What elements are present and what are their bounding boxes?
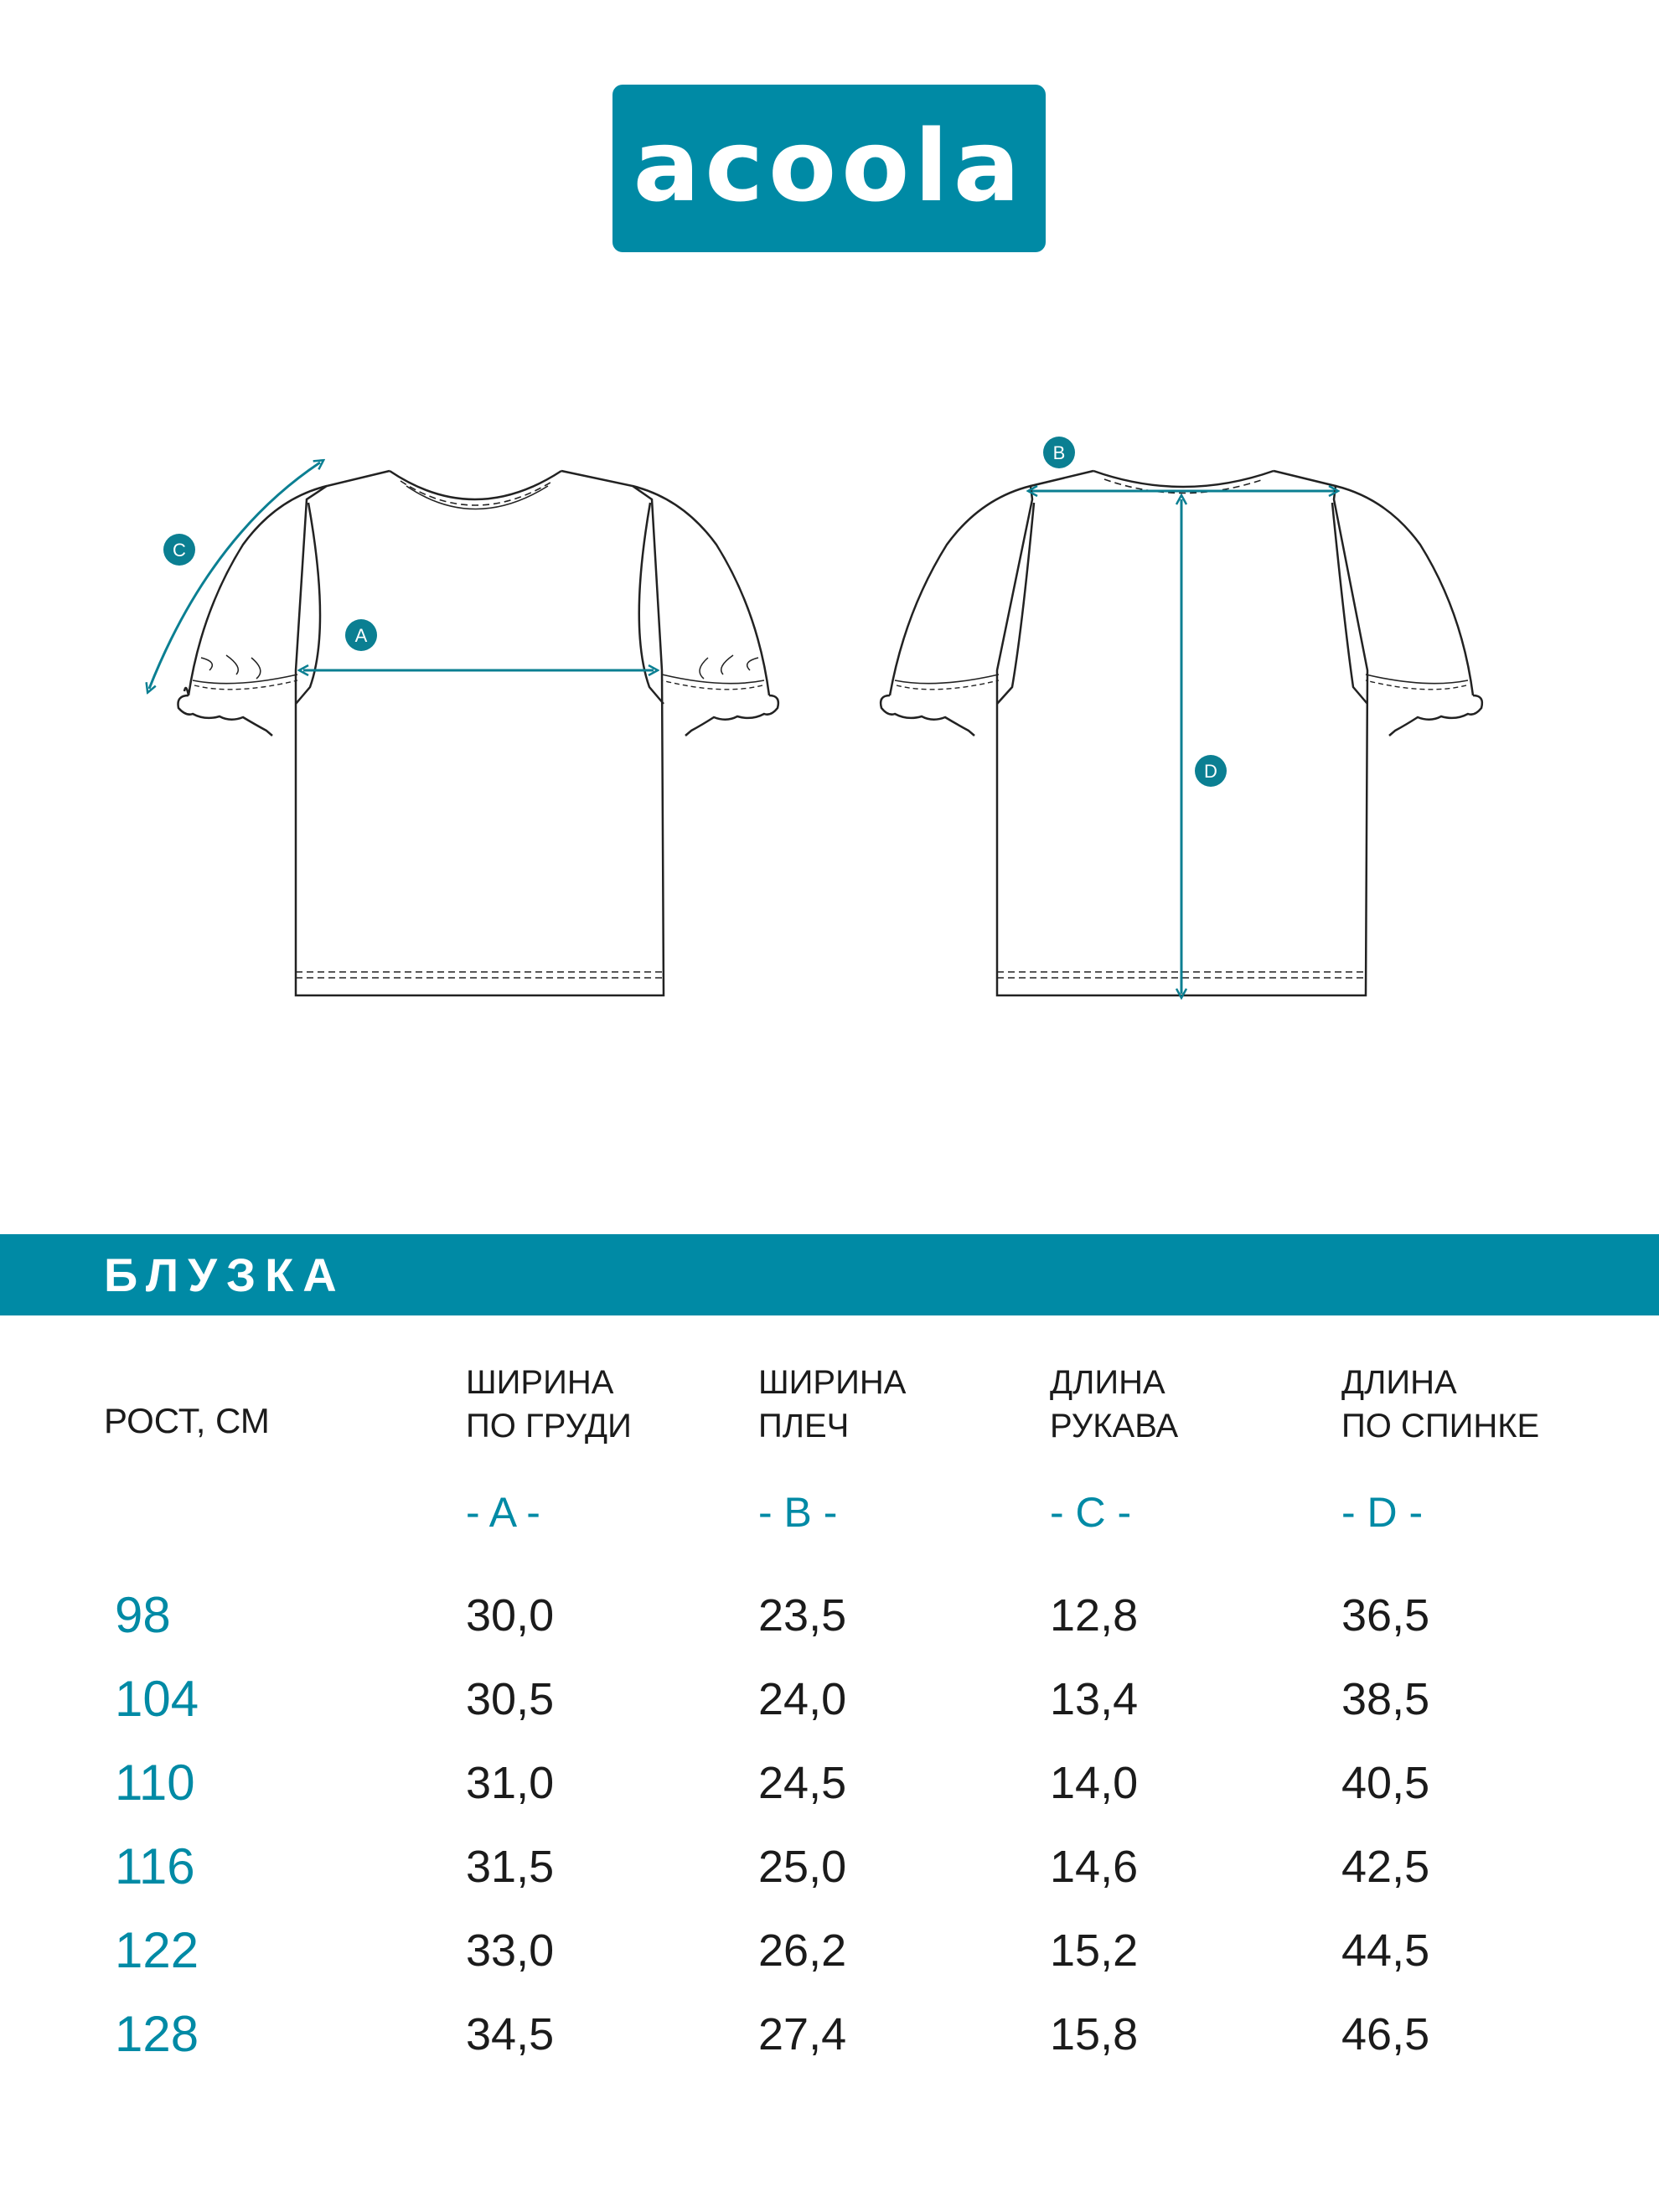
cell-d: 46,5 <box>1341 2009 1430 2060</box>
cell-c: 15,2 <box>1050 1925 1139 1976</box>
cell-b: 25,0 <box>758 1842 847 1892</box>
size-value: 116 <box>115 1838 195 1894</box>
measure-line-c <box>149 463 320 689</box>
cell-b: 24,0 <box>758 1674 847 1724</box>
row-header: РОСТ, СМ <box>104 1401 270 1440</box>
cell-d: 38,5 <box>1341 1674 1430 1724</box>
cell-c: 13,4 <box>1050 1674 1139 1724</box>
col-header-d: ДЛИНА ПО СПИНКЕ <box>1341 1364 1540 1445</box>
cell-d: 36,5 <box>1341 1590 1430 1641</box>
size-value: 98 <box>115 1587 171 1643</box>
front-view <box>178 471 778 995</box>
cell-a: 31,5 <box>466 1842 555 1892</box>
table-title: БЛУЗКА <box>104 1248 346 1301</box>
size-value: 104 <box>115 1671 199 1727</box>
blouse-diagram <box>0 419 1659 1022</box>
col-code-c: - C - <box>1050 1489 1132 1536</box>
marker-d-label: D <box>1204 761 1217 782</box>
cell-b: 24,5 <box>758 1758 847 1808</box>
col-header-c: ДЛИНА РУКАВА <box>1050 1364 1179 1445</box>
brand-logo-text: acoola <box>633 108 1026 224</box>
cell-c: 15,8 <box>1050 2009 1139 2060</box>
cell-d: 44,5 <box>1341 1925 1430 1976</box>
cell-c: 14,0 <box>1050 1758 1139 1808</box>
col-code-d: - D - <box>1341 1489 1424 1536</box>
marker-b-label: B <box>1052 442 1066 463</box>
size-value: 122 <box>115 1922 199 1978</box>
cell-a: 30,0 <box>466 1590 555 1641</box>
cell-a: 30,5 <box>466 1674 555 1724</box>
col-code-a: - A - <box>466 1489 540 1536</box>
cell-c: 14,6 <box>1050 1842 1139 1892</box>
cell-a: 33,0 <box>466 1925 555 1976</box>
size-value: 128 <box>115 2006 199 2062</box>
cell-a: 34,5 <box>466 2009 555 2060</box>
brand-logo <box>612 85 1046 252</box>
size-value: 110 <box>115 1755 195 1811</box>
cell-b: 26,2 <box>758 1925 847 1976</box>
cell-b: 23,5 <box>758 1590 847 1641</box>
marker-c-label: C <box>173 540 186 561</box>
cell-d: 40,5 <box>1341 1758 1430 1808</box>
col-header-b: ШИРИНА ПЛЕЧ <box>758 1364 907 1445</box>
cell-c: 12,8 <box>1050 1590 1139 1641</box>
col-code-b: - B - <box>758 1489 838 1536</box>
cell-b: 27,4 <box>758 2009 847 2060</box>
table-title-band <box>0 1234 1659 1315</box>
cell-a: 31,0 <box>466 1758 555 1808</box>
col-header-a: ШИРИНА ПО ГРУДИ <box>466 1364 632 1445</box>
marker-a-label: A <box>354 625 368 646</box>
cell-d: 42,5 <box>1341 1842 1430 1892</box>
